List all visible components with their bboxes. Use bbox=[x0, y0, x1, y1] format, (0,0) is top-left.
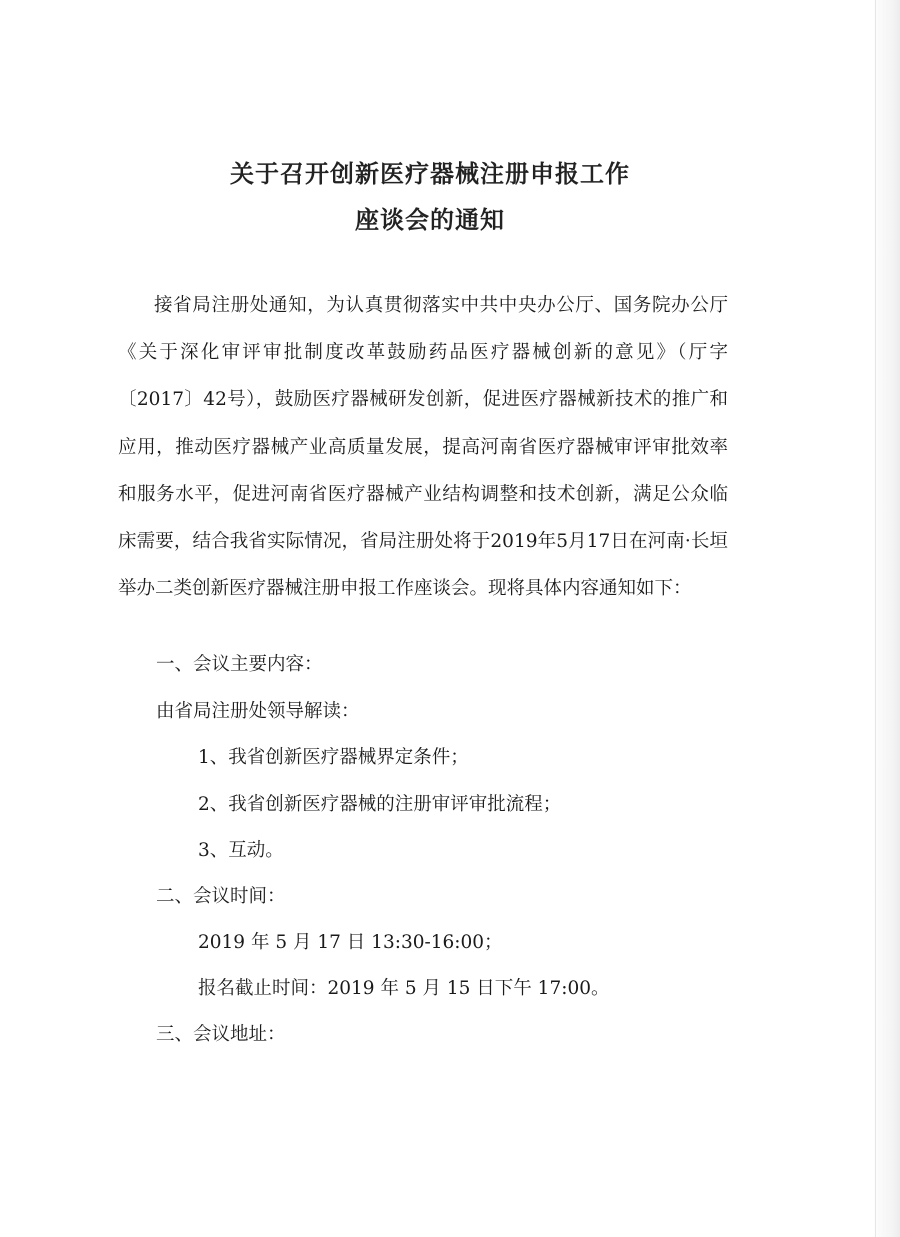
section3-heading: 三、会议地址： bbox=[156, 1024, 286, 1045]
section1-intro: 由省局注册处领导解读： bbox=[156, 701, 360, 722]
section1-heading: 一、会议主要内容： bbox=[156, 654, 323, 675]
intro-paragraph bbox=[118, 282, 728, 612]
section2-deadline: 报名截止时间：2019 年 5 月 15 日下午 17:00。 bbox=[198, 978, 610, 999]
section1-item-1: 1、我省创新医疗器械界定条件； bbox=[198, 747, 469, 768]
intro-paragraph-text: 接省局注册处通知，为认真贯彻落实中共中央办公厅、国务院办公厅《关于深化审评审批制度改革鼓励药品医疗器械创新的意见》（厅字〔2017〕42号），鼓励医疗器械研发创新，促进医疗器械新技术的推广和应用，推动医疗器械产业高质量发展，提高河南省医疗器械审评审批效率和服务水平，促进河南省医疗器械产业结构调整和技术创新，满足公众临床需要，结合我省实际情况，省局注册处将于2019年5月17日在河南·长垣举办二类创新医疗器械注册申报工作座谈会。现将具体内容通知如下： bbox=[118, 295, 728, 600]
section1-item-3: 3、互动。 bbox=[198, 840, 284, 861]
scan-edge-line bbox=[875, 0, 876, 1237]
title-line-2: 座谈会的通知 bbox=[355, 206, 505, 234]
section2-heading: 二、会议时间： bbox=[156, 886, 286, 907]
section1-item-2: 2、我省创新医疗器械的注册审评审批流程； bbox=[198, 794, 562, 815]
scan-edge bbox=[874, 0, 900, 1237]
title-line-1: 关于召开创新医疗器械注册申报工作 bbox=[230, 160, 630, 188]
section2-time: 2019 年 5 月 17 日 13:30-16:00； bbox=[198, 932, 503, 953]
